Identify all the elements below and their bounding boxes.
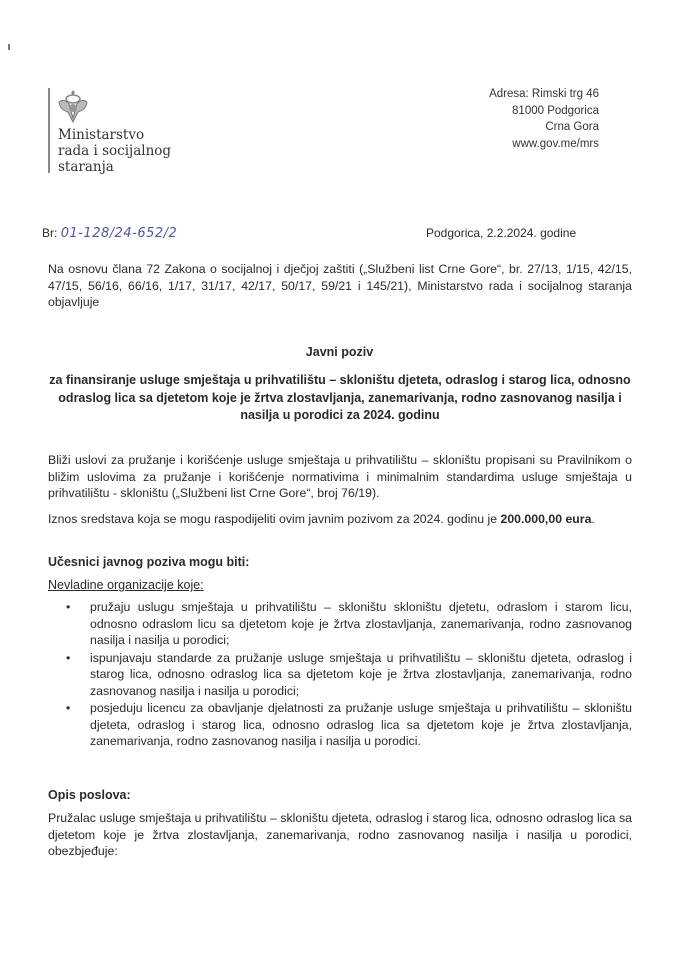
list-item <box>62 650 632 700</box>
ministry-line: staranja <box>58 159 114 175</box>
list-item-text: posjeduju licencu za obavljanje djelatnosti za pružanje usluge smještaja u prihvatilištu – skloništu djeteta, odraslog i starog lica, odnosno odraslog lica sa djetetom koje je žrtva zlostavljanja, zanemarivanja, rodno zasnovanog nasilja i nasilja u porodici. <box>90 701 632 748</box>
address-block <box>489 86 599 152</box>
amount-paragraph <box>48 511 632 528</box>
duties-heading: Opis poslova: <box>48 788 131 802</box>
document-title: Javni poziv <box>305 345 374 359</box>
header-divider <box>48 88 50 173</box>
address-line: Crna Gora <box>545 121 599 133</box>
website-link[interactable]: www.gov.me/mrs <box>512 137 599 150</box>
bullet-icon: • <box>66 701 71 715</box>
coat-of-arms-logo <box>56 88 90 124</box>
duties-paragraph: Pružalac usluge smještaja u prihvatilištu – skloništu djeteta, odraslog i starog lica, odnosno odraslog lica sa djetetom koje je žrtva zlostavljanja, zanemarivanja, rodno zasnovanog nasilja i nasilja u porodici, obezbjeđuje: <box>48 811 632 858</box>
address-line: Adresa: Rimski trg 46 <box>489 88 599 100</box>
ministry-line: Ministarstvo <box>58 127 145 143</box>
list-item-text: pružaju uslugu smještaja u prihvatilištu – skloništu skloništu djetetu, odraslom i starom licu, odnosno odraslom licu sa djetetom koje je žrtva zlostavljanja, zanemarivanja, rodno zasnovanog nasilja i nasilja u porodici; <box>90 600 632 647</box>
handwritten-number: 01-128/24-652/2 <box>60 226 178 241</box>
amount-text: Iznos sredstava koja se mogu raspodijeliti ovim javnim pozivom za 2024. godinu je <box>48 512 501 526</box>
bullet-icon: • <box>66 650 71 665</box>
intro-paragraph: Na osnovu člana 72 Zakona o socijalnoj i dječjoj zaštiti („Službeni list Crne Gore“, br. 27/13, 1/15, 42/15, 47/15, 56/16, 66/16, 1/17, 31/17, 42/17, 50/17, 59/21 i 145/21), Ministarstvo rada i socijalnog staranja objavljuje <box>48 262 632 309</box>
amount-value: 200.000,00 eura <box>500 512 592 526</box>
conditions-paragraph: Bliži uslovi za pružanje i korišćenje usluge smještaja u prihvatilištu – skloništu propisani su Pravilnikom o bližim uslovima za pružanje i korišćenje normativima i minimalnim standardima usluge smještaja u prihvatilištu - skloništu („Službeni list Crne Gore“, broj 76/19). <box>48 453 632 500</box>
document-subtitle: za finansiranje usluge smještaja u prihvatilištu – skloništu djeteta, odraslog i starog lica, odnosno odraslog lica sa djetetom koje je žrtva zlostavljanja, zanemarivanja, rodno zasnovanog nasilja i nasilja u porodici za 2024. godinu <box>49 373 631 422</box>
ministry-name <box>58 127 171 175</box>
address-line: 81000 Podgorica <box>512 104 599 117</box>
list-item <box>62 599 632 649</box>
scan-mark <box>8 44 10 50</box>
list-item <box>62 700 632 750</box>
reference-number <box>42 226 177 241</box>
requirements-list <box>62 599 632 751</box>
ministry-line: rada i socijalnog <box>58 143 172 159</box>
list-item-text: ispunjavaju standarde za pružanje usluge smještaja u prihvatilištu – skloništu djeteta, odraslog i starog lica, odnosno odraslog lica sa djetetom koje je žrtva zlostavljanja, zanemarivanja, rodno zasnovanog nasilja i nasilja u porodici; <box>90 650 632 698</box>
document-date: Podgorica, 2.2.2024. godine <box>426 226 577 240</box>
bullet-icon: • <box>66 600 71 614</box>
reference-label: Br: <box>42 226 58 240</box>
ngo-heading: Nevladine organizacije koje: <box>48 578 204 592</box>
amount-end: . <box>591 512 595 526</box>
participants-heading: Učesnici javnog poziva mogu biti: <box>48 555 250 569</box>
